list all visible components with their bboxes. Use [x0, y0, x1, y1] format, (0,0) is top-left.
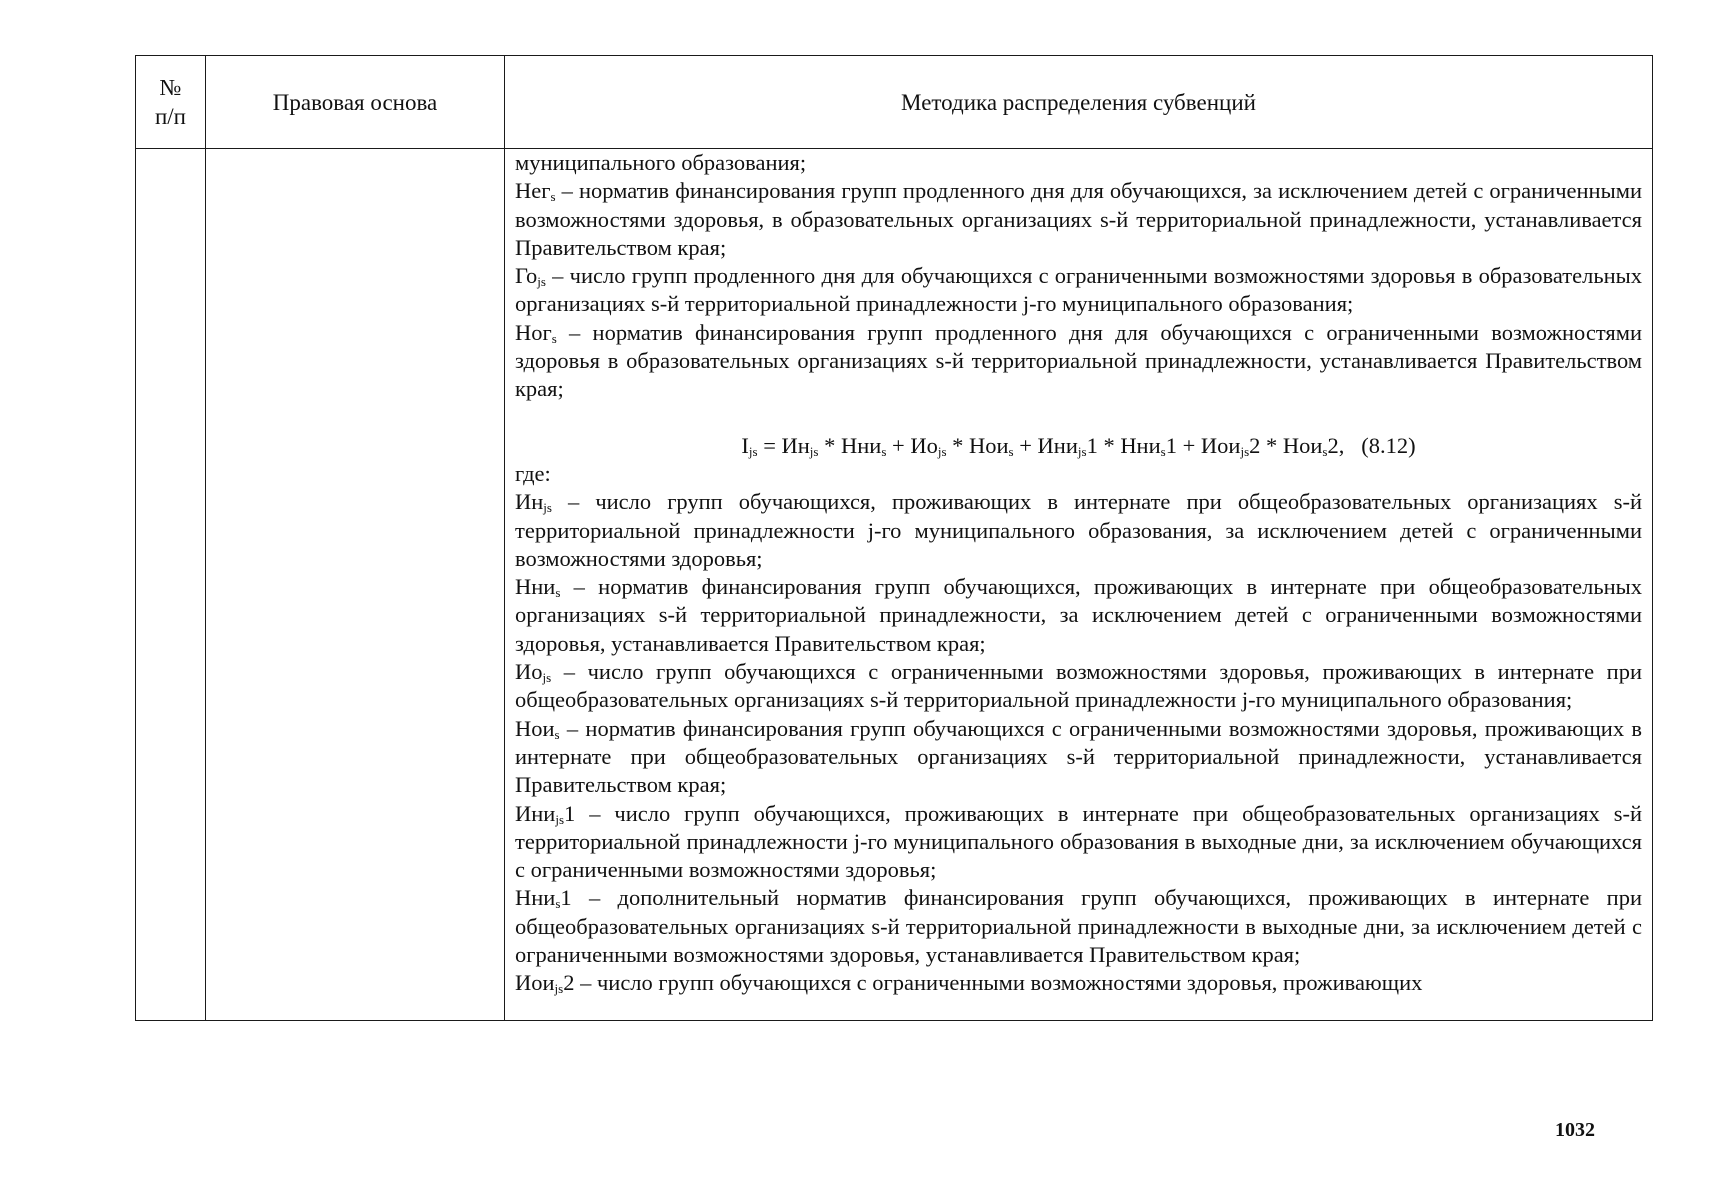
cell-number	[136, 149, 206, 1021]
definition-ini1: Ини$_{js}$1 – число групп обучающихся, проживающих в интернате при общеобразовательных организациях s-й территориальной принадлежности j-го муниципального образования в выходные дни, за исключением обучающихся с ограниченными возможностями здоровья;	[515, 800, 1642, 883]
header-legal-basis: Правовая основа	[206, 56, 505, 149]
definition-nng: Нег$_s$ – норматив финансирования групп продленного дня для обучающихся, за исключением детей с ограниченными возможностями здоровья, в образовательных организациях s-й территориальной принадлежности, устанавливается Правительством края;	[515, 178, 1642, 260]
table-row	[136, 149, 1653, 1021]
cell-methodology	[505, 149, 1653, 1021]
definition-ioi2: Иои$_{js}$2 – число групп обучающихся с ограниченными возможностями здоровья, проживающих	[515, 970, 1423, 997]
definition-nni: Нни$_s$ – норматив финансирования групп обучающихся, проживающих в интернате при общеобразовательных организациях s-й территориальной принадлежности, за исключением детей с ограниченными возможностями здоровья, устанавливается Правительством края;	[515, 574, 1642, 656]
table-header-row	[136, 56, 1653, 149]
definition-nni1: Нни$_s$1 – дополнительный норматив финансирования групп обучающихся, проживающих в интернате при общеобразовательных организациях s-й территориальной принадлежности в выходные дни, за исключением детей с ограниченными возможностями здоровья, устанавливается Правительством края;	[515, 885, 1642, 968]
page-number: 1032	[1555, 1119, 1595, 1141]
definition-go: $Го_{js}$ – число групп продленного дня для обучающихся с ограниченными возможностями здоровья в образовательных организациях s-й территориальной принадлежности j-го муниципального образования;	[515, 263, 1642, 317]
header-methodology: Методика распределения субвенций	[505, 56, 1653, 149]
definition-nog: Ног$_s$ – норматив финансирования групп продленного дня для обучающихся с ограниченными возможностями здоровья в образовательных организациях s-й территориальной принадлежности, устанавливается Правительством края;	[515, 319, 1642, 402]
paragraph: муниципального образования;	[515, 150, 807, 175]
definition-noi: Нои$_s$ – норматив финансирования групп обучающихся с ограниченными возможностями здоровья, проживающих в интернате при общеобразовательных организациях s-й территориальной принадлежности, устанавливается Правительством края;	[515, 715, 1642, 798]
formula-number: (8.12)	[1361, 432, 1416, 458]
cell-legal-basis	[206, 149, 505, 1021]
header-number	[136, 56, 206, 149]
formula-8-12: $I_{js} = Ин_{js} * Нни_s + Ио_{js} * Нои_s + Ини_{js}1 * Нни_s1 + Иои_{js}2 * Нои_s2$, (8.12)	[741, 432, 1416, 459]
definition-in: $Ин_{js}$ – число групп обучающихся, проживающих в интернате при общеобразовательных организациях s-й территориальной принадлежности j-го муниципального образования, за исключением детей с ограниченными возможностями здоровья;	[515, 489, 1642, 571]
header-number-sign: №	[159, 75, 182, 100]
where-label: где:	[515, 460, 551, 486]
definition-io: $Ио_{js}$ – число групп обучающихся с ограниченными возможностями здоровья, проживающих в интернате при общеобразовательных организациях s-й территориальной принадлежности j-го муниципального образования;	[515, 659, 1642, 713]
subventions-table	[135, 55, 1653, 1021]
header-number-label: п/п	[154, 104, 186, 129]
